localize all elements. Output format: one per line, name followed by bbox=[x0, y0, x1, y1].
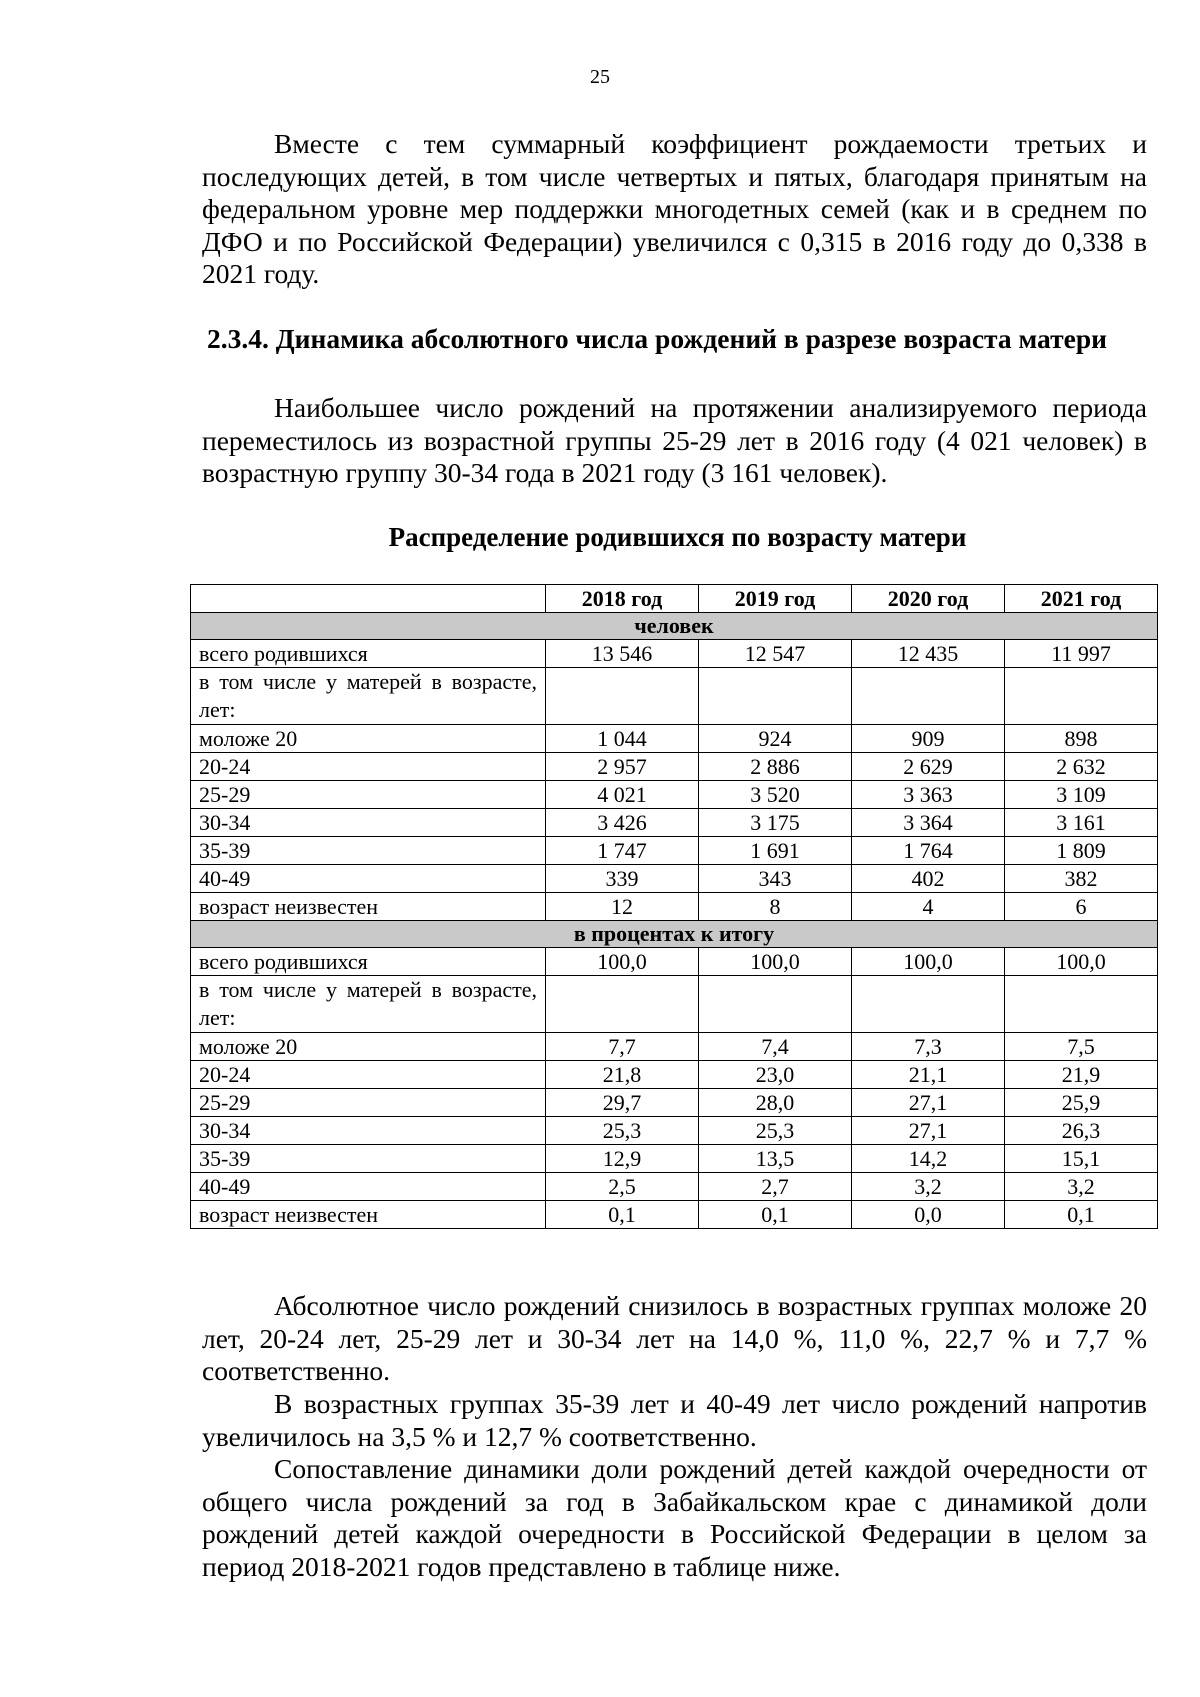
table-row bbox=[191, 837, 1158, 865]
section-label: в процентах к итогу bbox=[191, 921, 1158, 948]
value-cell: 3 161 bbox=[1005, 809, 1158, 837]
value-cell bbox=[699, 668, 852, 725]
value-cell: 0,1 bbox=[1005, 1201, 1158, 1229]
value-cell: 13,5 bbox=[699, 1145, 852, 1173]
value-cell: 12 bbox=[546, 893, 699, 921]
value-cell: 25,9 bbox=[1005, 1089, 1158, 1117]
value-cell: 7,4 bbox=[699, 1033, 852, 1061]
value-cell: 3,2 bbox=[1005, 1173, 1158, 1201]
row-label: в том числе у матерей в возрасте, лет: bbox=[191, 668, 546, 725]
table-section-row bbox=[191, 613, 1158, 640]
value-cell bbox=[1005, 976, 1158, 1033]
header-cell: 2020 год bbox=[852, 585, 1005, 613]
value-cell: 25,3 bbox=[546, 1117, 699, 1145]
value-cell: 15,1 bbox=[1005, 1145, 1158, 1173]
value-cell: 3,2 bbox=[852, 1173, 1005, 1201]
value-cell: 339 bbox=[546, 865, 699, 893]
value-cell: 11 997 bbox=[1005, 640, 1158, 668]
value-cell: 13 546 bbox=[546, 640, 699, 668]
row-label: 30-34 bbox=[191, 1117, 546, 1145]
row-label: 40-49 bbox=[191, 1173, 546, 1201]
value-cell: 2 629 bbox=[852, 753, 1005, 781]
value-cell: 8 bbox=[699, 893, 852, 921]
value-cell: 100,0 bbox=[1005, 948, 1158, 976]
value-cell bbox=[852, 976, 1005, 1033]
value-cell bbox=[852, 668, 1005, 725]
value-cell: 27,1 bbox=[852, 1089, 1005, 1117]
value-cell: 3 109 bbox=[1005, 781, 1158, 809]
value-cell: 0,0 bbox=[852, 1201, 1005, 1229]
header-cell bbox=[191, 585, 546, 613]
value-cell: 1 044 bbox=[546, 725, 699, 753]
value-cell: 4 021 bbox=[546, 781, 699, 809]
value-cell: 1 691 bbox=[699, 837, 852, 865]
row-label: моложе 20 bbox=[191, 1033, 546, 1061]
value-cell: 12 547 bbox=[699, 640, 852, 668]
value-cell: 12,9 bbox=[546, 1145, 699, 1173]
paragraph-comparison: Сопоставление динамики доли рождений детей каждой очередности от общего числа рождений за год в Забайкальском крае с динамикой доли рождений детей каждой очередности в Российской Федерации в целом за период 2018-2021 годов представлено в таблице ниже. bbox=[202, 1453, 1147, 1582]
value-cell: 21,1 bbox=[852, 1061, 1005, 1089]
row-label: 25-29 bbox=[191, 781, 546, 809]
value-cell: 21,9 bbox=[1005, 1061, 1158, 1089]
value-cell: 100,0 bbox=[699, 948, 852, 976]
table-title: Распределение родившихся по возрасту матери bbox=[388, 522, 967, 552]
table-row bbox=[191, 809, 1158, 837]
row-label: моложе 20 bbox=[191, 725, 546, 753]
value-cell bbox=[546, 976, 699, 1033]
value-cell: 2 886 bbox=[699, 753, 852, 781]
value-cell: 1 809 bbox=[1005, 837, 1158, 865]
row-label: 35-39 bbox=[191, 1145, 546, 1173]
value-cell: 2,5 bbox=[546, 1173, 699, 1201]
value-cell: 3 520 bbox=[699, 781, 852, 809]
header-cell: 2019 год bbox=[699, 585, 852, 613]
table-row bbox=[191, 1145, 1158, 1173]
value-cell: 100,0 bbox=[546, 948, 699, 976]
table-header-row bbox=[191, 585, 1158, 613]
row-label: 20-24 bbox=[191, 1061, 546, 1089]
value-cell: 3 426 bbox=[546, 809, 699, 837]
value-cell: 7,3 bbox=[852, 1033, 1005, 1061]
value-cell: 27,1 bbox=[852, 1117, 1005, 1145]
value-cell: 0,1 bbox=[546, 1201, 699, 1229]
value-cell: 14,2 bbox=[852, 1145, 1005, 1173]
value-cell: 100,0 bbox=[852, 948, 1005, 976]
paragraph-decline: Абсолютное число рождений снизилось в возрастных группах моложе 20 лет, 20-24 лет, 25-29 лет и 30-34 лет на 14,0 %, 11,0 %, 22,7 % и 7,7 % соответственно. bbox=[202, 1290, 1147, 1386]
row-label: 35-39 bbox=[191, 837, 546, 865]
value-cell: 1 764 bbox=[852, 837, 1005, 865]
paragraph-fertility-rate: Вместе с тем суммарный коэффициент рождаемости третьих и последующих детей, в том числе четвертых и пятых, благодаря принятым на федеральном уровне мер поддержки многодетных семей (как и в среднем по ДФО и по Российской Федерации) увеличился с 0,315 в 2016 году до 0,338 в 2021 году. bbox=[202, 128, 1147, 289]
table-row bbox=[191, 948, 1158, 976]
value-cell: 21,8 bbox=[546, 1061, 699, 1089]
table-row bbox=[191, 865, 1158, 893]
page-number: 25 bbox=[590, 66, 610, 88]
table-row bbox=[191, 668, 1158, 725]
value-cell: 4 bbox=[852, 893, 1005, 921]
value-cell: 25,3 bbox=[699, 1117, 852, 1145]
value-cell: 382 bbox=[1005, 865, 1158, 893]
table-row bbox=[191, 753, 1158, 781]
value-cell: 6 bbox=[1005, 893, 1158, 921]
value-cell: 28,0 bbox=[699, 1089, 852, 1117]
row-label: 40-49 bbox=[191, 865, 546, 893]
row-label: 25-29 bbox=[191, 1089, 546, 1117]
table-row bbox=[191, 1117, 1158, 1145]
table-section-row bbox=[191, 921, 1158, 948]
value-cell: 29,7 bbox=[546, 1089, 699, 1117]
table-row bbox=[191, 1089, 1158, 1117]
header-cell: 2018 год bbox=[546, 585, 699, 613]
section-heading: 2.3.4. Динамика абсолютного числа рождений в разрезе возраста матери bbox=[207, 323, 1107, 354]
row-label: возраст неизвестен bbox=[191, 1201, 546, 1229]
value-cell: 7,5 bbox=[1005, 1033, 1158, 1061]
value-cell: 7,7 bbox=[546, 1033, 699, 1061]
table-row bbox=[191, 725, 1158, 753]
section-label: человек bbox=[191, 613, 1158, 640]
table-row bbox=[191, 976, 1158, 1033]
row-label: всего родившихся bbox=[191, 640, 546, 668]
table-row bbox=[191, 1173, 1158, 1201]
value-cell bbox=[1005, 668, 1158, 725]
value-cell: 23,0 bbox=[699, 1061, 852, 1089]
value-cell: 2 957 bbox=[546, 753, 699, 781]
value-cell bbox=[546, 668, 699, 725]
value-cell: 2 632 bbox=[1005, 753, 1158, 781]
births-by-mother-age-table bbox=[190, 584, 1158, 1229]
value-cell: 0,1 bbox=[699, 1201, 852, 1229]
row-label: 20-24 bbox=[191, 753, 546, 781]
value-cell: 2,7 bbox=[699, 1173, 852, 1201]
table-row bbox=[191, 893, 1158, 921]
table-row bbox=[191, 1061, 1158, 1089]
table-row bbox=[191, 1033, 1158, 1061]
value-cell: 924 bbox=[699, 725, 852, 753]
paragraph-age-shift: Наибольшее число рождений на протяжении анализируемого периода переместилось из возрастной группы 25-29 лет в 2016 году (4 021 человек) в возрастную группу 30-34 года в 2021 году (3 161 человек). bbox=[202, 392, 1147, 488]
row-label: возраст неизвестен bbox=[191, 893, 546, 921]
row-label: 30-34 bbox=[191, 809, 546, 837]
row-label: в том числе у матерей в возрасте, лет: bbox=[191, 976, 546, 1033]
header-cell: 2021 год bbox=[1005, 585, 1158, 613]
value-cell: 3 363 bbox=[852, 781, 1005, 809]
value-cell: 402 bbox=[852, 865, 1005, 893]
value-cell: 26,3 bbox=[1005, 1117, 1158, 1145]
value-cell: 12 435 bbox=[852, 640, 1005, 668]
value-cell: 909 bbox=[852, 725, 1005, 753]
table-row bbox=[191, 781, 1158, 809]
row-label: всего родившихся bbox=[191, 948, 546, 976]
value-cell: 3 364 bbox=[852, 809, 1005, 837]
value-cell bbox=[699, 976, 852, 1033]
value-cell: 343 bbox=[699, 865, 852, 893]
paragraph-increase: В возрастных группах 35-39 лет и 40-49 лет число рождений напротив увеличилось на 3,5 % и 12,7 % соответственно. bbox=[202, 1388, 1147, 1452]
value-cell: 3 175 bbox=[699, 809, 852, 837]
value-cell: 1 747 bbox=[546, 837, 699, 865]
value-cell: 898 bbox=[1005, 725, 1158, 753]
table-row bbox=[191, 640, 1158, 668]
table-row bbox=[191, 1201, 1158, 1229]
